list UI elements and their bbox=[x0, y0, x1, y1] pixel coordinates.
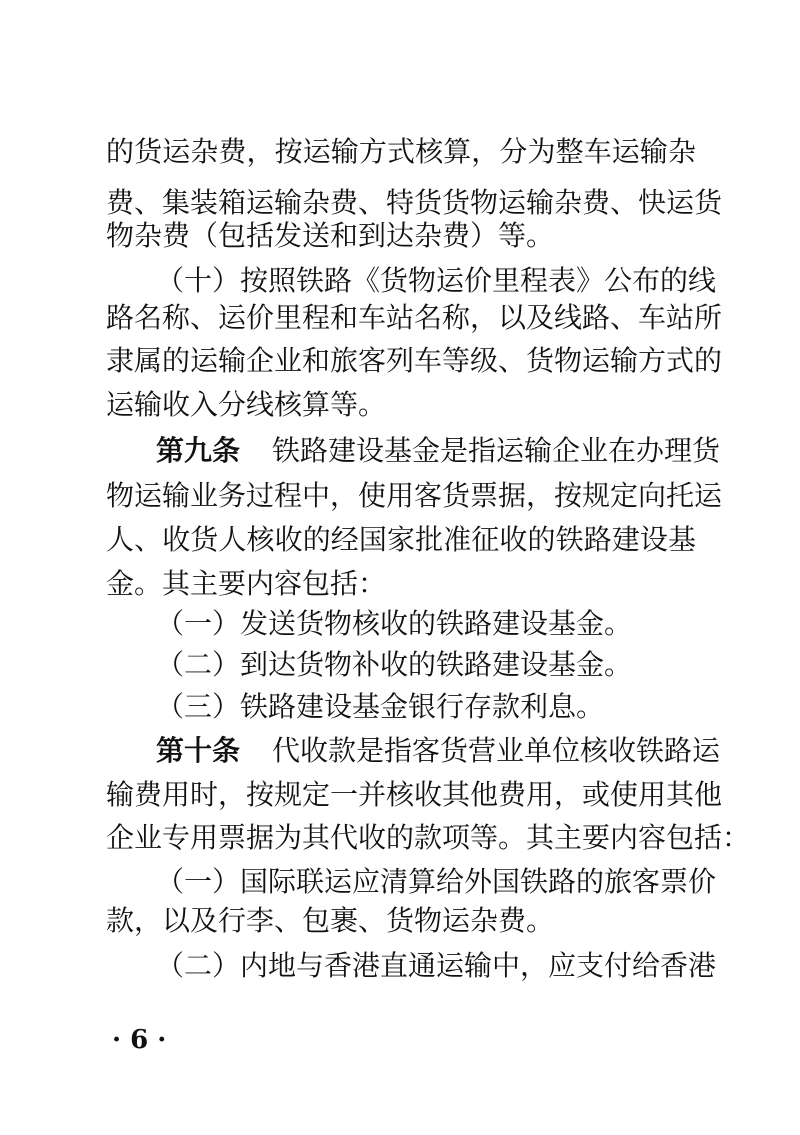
text-line: 输费用时，按规定一并核收其他费用，或使用其他 bbox=[106, 778, 723, 811]
text-line: 物运输业务过程中，使用客货票据，按规定向托运 bbox=[106, 479, 723, 512]
text-line: （二）内地与香港直通运输中，应支付给香港 bbox=[156, 949, 717, 982]
text-line: 费、集装箱运输杂费、特货货物运输杂费、快运货 bbox=[106, 186, 723, 219]
article-9-text: 铁路建设基金是指运输企业在办理货 bbox=[272, 434, 721, 467]
text-line: （三）铁路建设基金银行存款利息。 bbox=[156, 690, 605, 723]
article-9-label: 第九条 bbox=[156, 434, 241, 467]
page-number: · 6 · bbox=[112, 1025, 167, 1055]
text-line: 金。其主要内容包括： bbox=[106, 567, 387, 600]
article-10-text: 代收款是指客货营业单位核收铁路运 bbox=[272, 734, 721, 767]
text-line: （十）按照铁路《货物运价里程表》公布的线 bbox=[156, 264, 717, 297]
text-line: 物杂费（包括发送和到达杂费）等。 bbox=[106, 219, 555, 252]
text-line: 企业专用票据为其代收的款项等。其主要内容包括： bbox=[106, 821, 751, 854]
article-10-heading-line bbox=[156, 731, 721, 771]
text-line: 款，以及行李、包裹、货物运杂费。 bbox=[106, 904, 555, 937]
article-10-label: 第十条 bbox=[156, 734, 241, 767]
text-line: 人、收货人核收的经国家批准征收的铁路建设基 bbox=[106, 523, 696, 556]
article-9-heading-line bbox=[156, 431, 721, 471]
text-line: 隶属的运输企业和旅客列车等级、货物运输方式的 bbox=[106, 344, 723, 377]
text-line: （一）国际联运应清算给外国铁路的旅客票价 bbox=[156, 865, 717, 898]
text-line: （二）到达货物补收的铁路建设基金。 bbox=[156, 648, 633, 681]
text-line: 路名称、运价里程和车站名称，以及线路、车站所 bbox=[106, 301, 723, 334]
text-line: 运输收入分线核算等。 bbox=[106, 388, 387, 421]
text-line: 的货运杂费，按运输方式核算，分为整车运输杂 bbox=[106, 135, 696, 168]
text-line: （一）发送货物核收的铁路建设基金。 bbox=[156, 607, 633, 640]
